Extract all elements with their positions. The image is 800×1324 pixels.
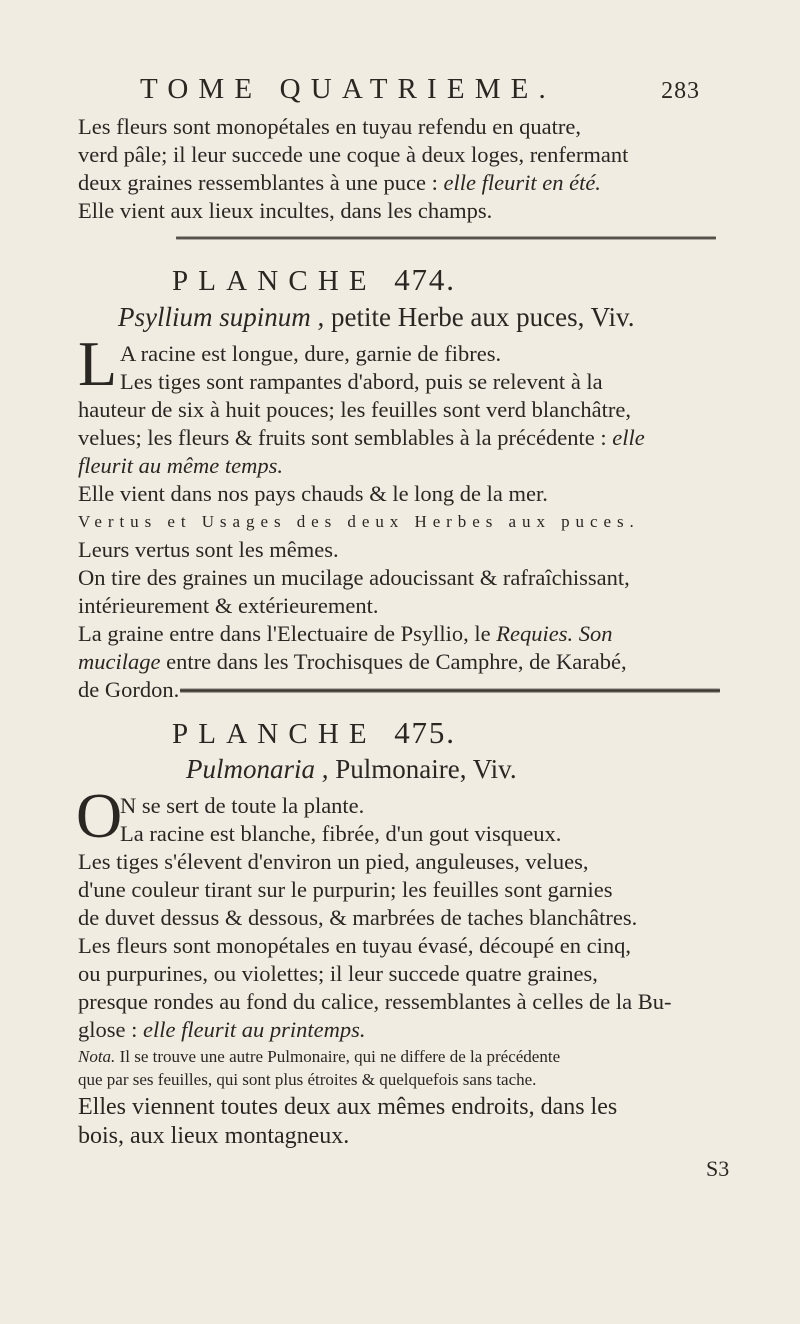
text-line: d'une couleur tirant sur le purpurin; les feuilles sont garnies [78, 877, 613, 902]
plate-474-description [78, 340, 720, 704]
plate-number: 475. [394, 715, 456, 750]
text-fragment: glose : [78, 1017, 143, 1042]
plate-474-subtitle [118, 300, 635, 334]
plate-475-title [172, 715, 456, 752]
running-title: TOME QUATRIEME. [140, 73, 556, 105]
text-line: Les tiges s'élevent d'environ un pied, anguleuses, velues, [78, 849, 589, 874]
plate-word: PLANCHE [172, 718, 377, 750]
nota-block [78, 1045, 720, 1091]
text-line [78, 169, 720, 197]
plate-474-title [172, 262, 456, 299]
page-number: 283 [661, 78, 700, 104]
text-line: de duvet dessus & dessous, & marbrées de taches blanchâtres. [78, 905, 638, 930]
text-line: presque rondes au fond du calice, ressemblantes à celles de la Bu- [78, 989, 672, 1014]
plate-475-subtitle [186, 752, 517, 786]
italic-fragment: mucilage [78, 649, 161, 674]
italic-word: elle [612, 425, 645, 450]
text-line: intérieurement & extérieurement. [78, 593, 379, 618]
plate-number: 474. [394, 262, 456, 297]
flowering-note: elle fleurit en été. [443, 170, 601, 195]
closing-paragraph [78, 1093, 720, 1151]
plate-475-description [78, 792, 720, 1044]
signature-mark: S3 [706, 1156, 730, 1181]
text-line: Elle vient dans nos pays chauds & le long de la mer. [78, 481, 548, 506]
text-fragment: entre dans les Trochisques de Camphre, de Karabé, [160, 649, 627, 674]
text-line: Les fleurs sont monopétales en tuyau évasé, découpé en cinq, [78, 933, 631, 958]
text-line: Les fleurs sont monopétales en tuyau refendu en quatre, [78, 114, 581, 139]
drop-cap-o: O [76, 780, 123, 851]
flowering-note: elle fleurit au printemps. [143, 1017, 366, 1042]
text-line: Elles viennent toutes deux aux mêmes endroits, dans les [78, 1094, 618, 1120]
section-divider [176, 236, 716, 240]
text-fragment: velues; les fleurs & fruits sont semblables à la précédente : [78, 425, 613, 450]
text-line [78, 648, 720, 676]
text-line: verd pâle; il leur succede une coque à deux loges, renfermant [78, 142, 629, 167]
plate-word: PLANCHE [172, 265, 377, 297]
text-line [78, 620, 720, 648]
running-header [140, 70, 700, 110]
text-line: Leurs vertus sont les mêmes. [78, 537, 339, 562]
text-line: A racine est longue, dure, garnie de fibres. [120, 341, 502, 366]
text-line: On tire des graines un mucilage adoucissant & rafraîchissant, [78, 565, 630, 590]
common-name: Pulmonaire, Viv. [328, 754, 517, 784]
intro-paragraph [78, 113, 720, 225]
section-divider [180, 688, 720, 693]
text-line: de Gordon. [78, 677, 180, 702]
text-line [78, 1045, 720, 1068]
text-line: ou purpurines, ou violettes; il leur succede quatre graines, [78, 961, 598, 986]
text-line: N se sert de toute la plante. [120, 793, 365, 818]
nota-label: Nota. [78, 1047, 116, 1066]
text-fragment: La graine entre dans l'Electuaire de Psyllio, le [78, 621, 497, 646]
text-line: Les tiges sont rampantes d'abord, puis se relevent à la [120, 369, 603, 394]
common-name: petite Herbe aux puces, Viv. [324, 302, 635, 332]
flowering-note: fleurit au même temps. [78, 453, 283, 478]
text-line: bois, aux lieux montagneux. [78, 1123, 350, 1149]
latin-name: Pulmonaria , [186, 754, 329, 784]
drop-cap-l: L [78, 328, 118, 399]
text-line [78, 424, 720, 452]
latin-name: Psyllium supinum , [118, 302, 325, 332]
text-line: hauteur de six à huit pouces; les feuilles sont verd blanchâtre, [78, 397, 631, 422]
text-line: Elle vient aux lieux incultes, dans les champs. [78, 198, 493, 223]
italic-fragment: Requies. Son [496, 621, 613, 646]
text-line: La racine est blanche, fibrée, d'un gout visqueux. [120, 821, 562, 846]
text-fragment: deux graines ressemblantes à une puce : [78, 170, 444, 195]
text-line: que par ses feuilles, qui sont plus étroites & quelquefois sans tache. [78, 1070, 537, 1089]
text-line [78, 1016, 720, 1044]
virtues-heading: Vertus et Usages des deux Herbes aux puces. [78, 512, 640, 531]
text-fragment: Il se trouve une autre Pulmonaire, qui ne differe de la précédente [115, 1047, 561, 1066]
